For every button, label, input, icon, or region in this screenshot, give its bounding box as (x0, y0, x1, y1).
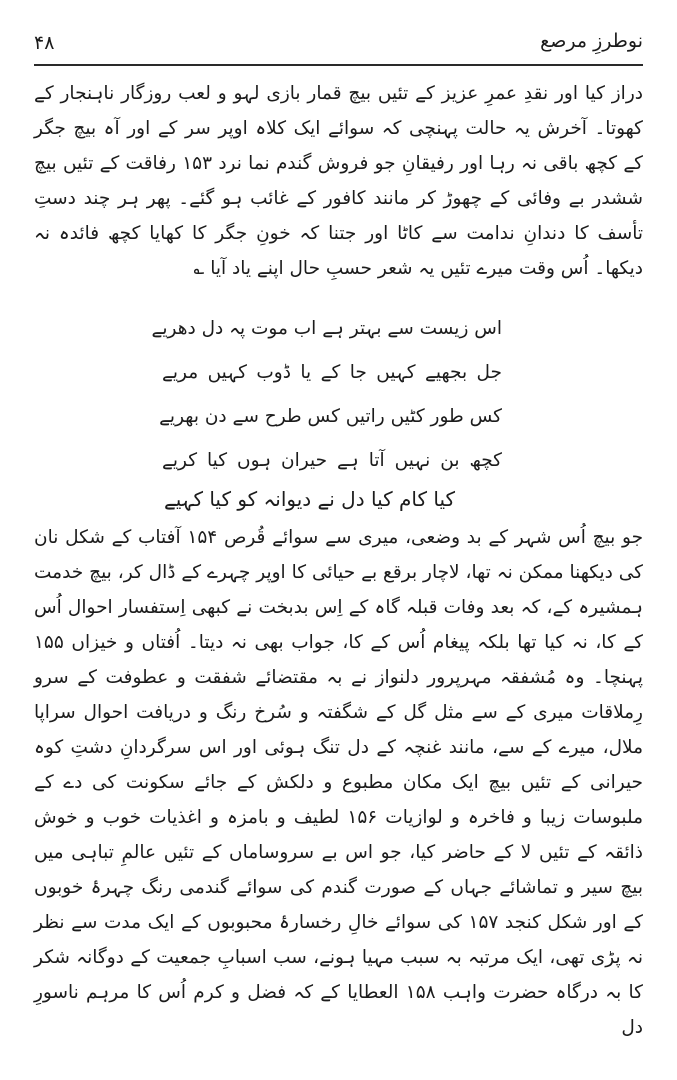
verse-line: کس طور کٹیں راتیں کس طرح سے دن بھریے (159, 406, 502, 427)
paragraph-2 (34, 520, 643, 1045)
verse-group (151, 307, 502, 483)
final-verse: کیا کام کیا دل نے دیوانہ کو کیا کہیے (163, 487, 455, 511)
page-number: ۴۸ (34, 32, 55, 54)
header-rule (34, 64, 643, 66)
running-title: نوطرزِ مرصع (540, 30, 643, 52)
paragraph-2-text: جو بیچ اُس شہر کے بد وضعی، میری سے سوائے قُرص ۱۵۴ آفتاب کے شکل نان کی دیکھنا ممکن نہ تھا، لاچار برقع بے حیائی کا اوپر چہرے کے ڈال کر، بیچ خدمت ہمشیرہ کے، کہ بعد وفات قبلہ گاہ کے اِس بدبخت نے کبھی اِستفسار احوال اُس کے کا، نہ کیا تھا بلکہ پیغام اُس کے کا، جواب بھی نہ دیتا۔ اُفتاں و خیزاں ۱۵۵ پہنچا۔ وہ مُشفقہ مہرپرور دلنواز نے بہ مقتضائے شفقت و عطوفت کے سرو رِملاقات میری کے سے مثل گل کے شگفتہ و سُرخ رنگ و دریافت احوال سراپا ملال، میرے کے سے، مانند غنچہ کے دل تنگ ہوئی اور اس سرگردانِ دشتِ کوہ حیرانی کے تئیں بیچ ایک مکان مطبوع و دلکش کے جائے سکونت کی دے کے ملبوسات زیبا و فاخرہ و لوازیات ۱۵۶ لطیف و بامزہ و اغذیات خوب و خوش ذائقہ کے تئیں لا کے حاضر کیا، جو اس بے سروساماں کے تئیں عالمِ تباہی میں بیچ سیر و تماشائے جہاں کے صورت گندم کی سوائے گندمی رنگ چہرۂ خوبوں کے اور شکل کنجد ۱۵۷ کی سوائے خالِ رخسارۂ محبوبوں کے ایک مدت سے نظر نہ پڑی تھی، ایک مرتبہ بہ سبب مہیا ہونے، سب اسبابِ جمعیت کے دوگانہ شکر کا بہ درگاہ حضرت واہب ۱۵۸ العطایا کے کہ فضل و کرم اُس کا مرہم ناسورِ دل (34, 527, 644, 1038)
verse-line: اس زیست سے بہتر ہے اب موت پہ دل دھریے (151, 318, 502, 339)
verse-line: جل بجھیے کہیں جا کے یا ڈوب کہیں مریے (162, 362, 502, 383)
page-header (34, 30, 643, 64)
paragraph-1 (34, 76, 643, 286)
paragraph-1-text: دراز کیا اور نقدِ عمرِ عزیز کے تئیں بیچ قمار بازی لہو و لعب روزگار ناہنجار کے کھوتا۔ آخرش یہ حالت پہنچی کہ سوائے ایک کلاہ اوپر سر کے اور آہ بیچ جگر کے کچھ باقی نہ رہا اور رفیقانِ جو فروش گندم نما نرد ۱۵۳ رفاقت کے تئیں بیچ ششدر بے وفائی کے چھوڑ کر مانند کافور کے غائب ہو گئے۔ پھر ہر چند دستِ تأسف کا دندانِ ندامت سے کاٹا اور جتنا کہ خونِ جگر کا کھایا کچھ فائدہ نہ دیکھا۔ اُس وقت میرے تئیں یہ شعر حسبِ حال اپنے یاد آیا ؎ (34, 83, 643, 279)
verse-line: کچھ بن نہیں آتا ہے حیران ہوں کیا کریے (162, 450, 502, 471)
